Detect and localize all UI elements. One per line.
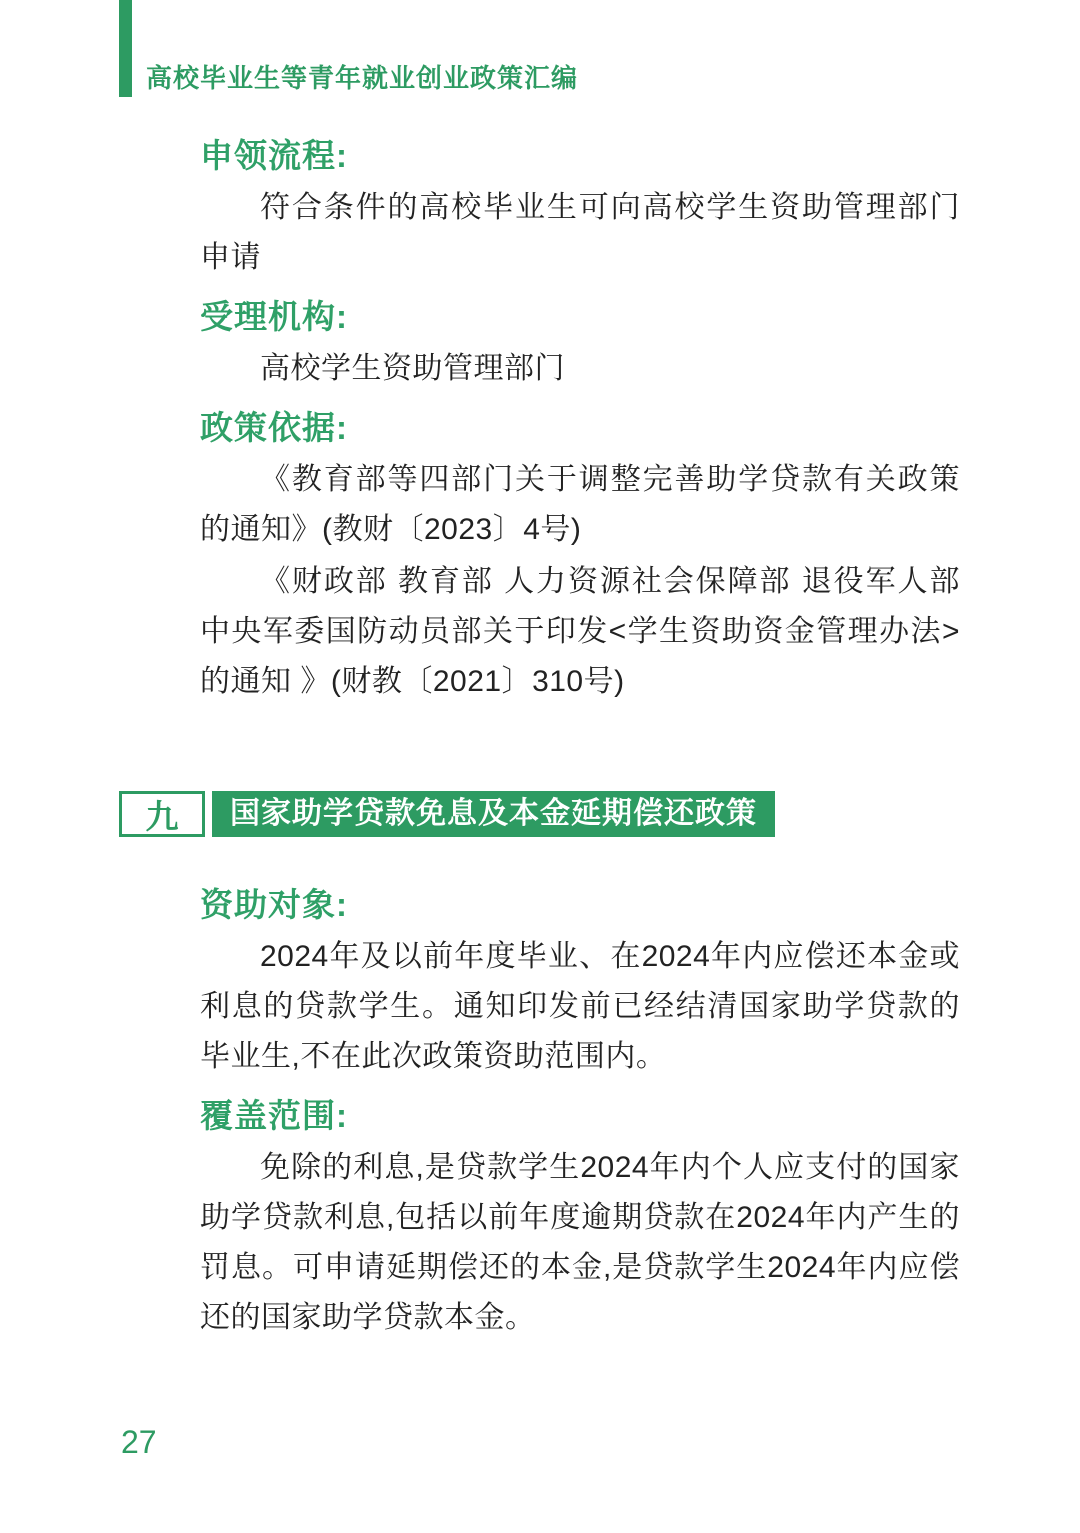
policy-paragraph-reference: 《教育部等四部门关于调整完善助学贷款有关政策的通知》(教财〔2023〕4号) xyxy=(200,463,960,546)
policy-heading-application-process: 申领流程: xyxy=(200,137,348,174)
page-number: 27 xyxy=(121,1424,157,1460)
policy-heading-accepting-agency: 受理机构: xyxy=(200,298,348,335)
policy-heading-policy-basis: 政策依据: xyxy=(200,409,348,446)
section-banner-title: 国家助学贷款免息及本金延期偿还政策 xyxy=(212,791,775,837)
policy-paragraph-reference: 《财政部 教育部 人力资源社会保障部 退役军人部 中央军委国防动员部关于印发<学生资助资金管理办法>的通知 》(财教〔2021〕310号) xyxy=(200,565,960,698)
page-content xyxy=(145,135,960,1343)
policy-paragraph: 高校学生资助管理部门 xyxy=(260,352,565,385)
policy-heading-coverage-scope: 覆盖范围: xyxy=(200,1097,348,1134)
section-number-box xyxy=(119,791,205,837)
section-number: 九 xyxy=(145,797,179,835)
policy-paragraph: 2024年及以前年度毕业、在2024年内应偿还本金或利息的贷款学生。通知印发前已经结清国家助学贷款的毕业生,不在此次政策资助范围内。 xyxy=(200,940,960,1073)
header-accent-bar xyxy=(119,0,132,97)
policy-paragraph: 符合条件的高校毕业生可向高校学生资助管理部门申请 xyxy=(200,191,960,274)
policy-paragraph: 免除的利息,是贷款学生2024年内个人应支付的国家助学贷款利息,包括以前年度逾期贷款在2024年内产生的罚息。可申请延期偿还的本金,是贷款学生2024年内应偿还的国家助学贷款本金。 xyxy=(200,1151,960,1334)
policy-heading-funding-target: 资助对象: xyxy=(200,886,348,923)
document-header-title: 高校毕业生等青年就业创业政策汇编 xyxy=(146,63,579,93)
section-banner xyxy=(119,791,879,837)
